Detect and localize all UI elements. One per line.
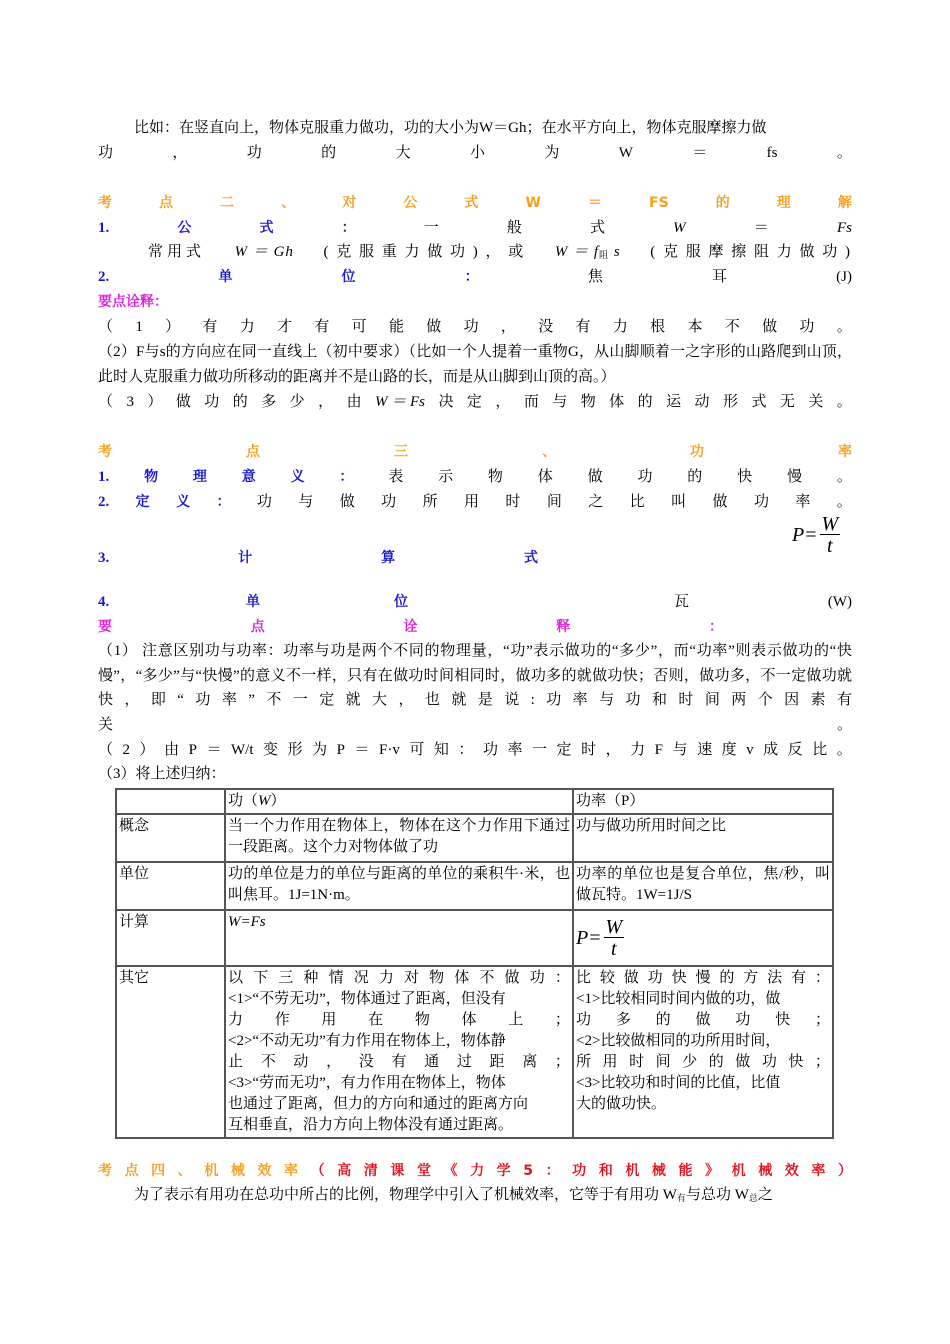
note-1: （ 1 ） 有 力 才 有 可 能 做 功 ， 没 有 力 根 本 不 做 功 。 <box>98 319 852 335</box>
header-power: 功率（P） <box>573 789 833 814</box>
notes-title: 要点诠释： <box>98 294 168 310</box>
unit-line: 2. 单 位 ： 焦 耳 (J) <box>98 269 852 285</box>
formula-line: 1. 公 式 ： 一 般 式 W ＝ Fs <box>98 220 852 236</box>
power-notes-title: 要 点 诠 释 ： <box>98 619 723 635</box>
header-work: 功（W） <box>225 789 573 814</box>
definition-line: 2. 定 义 ： 功 与 做 功 所 用 时 间 之 比 叫 做 功 率 。 <box>98 494 852 510</box>
cell-work: W=Fs <box>225 910 573 966</box>
row-label: 概念 <box>116 814 225 862</box>
section2-heading: 考 点 二 、 对 公 式 W ＝ FS 的 理 解 <box>98 195 852 211</box>
cell-work: 功的单位是力的单位与距离的单位的乘积牛·米，也叫焦耳。1J=1N·m。 <box>225 862 573 910</box>
table-row <box>116 814 833 862</box>
common-formula-line: 常用式 W ＝ Gh ( 克 服 重 力 做 功 ) ， 或 $W = f_阻$ s ( 克 服 摩 擦 阻 力 做 功 ) <box>98 241 852 263</box>
power-note-3: （3）将上述归纳： <box>98 766 226 782</box>
friction-formula: $W = f_阻$ s <box>554 244 621 260</box>
cell-power <box>573 910 833 966</box>
power-formula: P = $\frac{W}{t}$ <box>792 513 839 557</box>
row-label: 其它 <box>116 966 225 1138</box>
cell-power: 比 较 做 功 快 慢 的 方 法 有 ： <1>比较相同时间内做的功，做 功 多 的 做 功 快 ； <2>比较做相同的功所用时间， 所 用 时 间 少 的 做 功 快 ； <3>比较功和时间的比值，比值 大的做功快。 <box>573 966 833 1138</box>
table-row <box>116 862 833 910</box>
table-row <box>116 910 833 966</box>
table-row <box>116 966 833 1138</box>
cell-power: 功率的单位也是复合单位，焦/秒，叫做瓦特。1W=1J/S <box>573 862 833 910</box>
row-label: 计算 <box>116 910 225 966</box>
power-note-2: （ 2 ） 由 P ＝ W/t 变 形 为 P ＝ F·v 可 知 ： 功 率 一 定 时 ， 力 F 与 速 度 v 成 反 比 。 <box>98 742 852 758</box>
intro-line-1: 比如：在竖直向上，物体克服重力做功，功的大小为W＝Gh；在水平方向上，物体克服摩擦力做 <box>134 120 767 136</box>
note-2: （2）F与s的方向应在同一直线上（初中要求）（比如一个人提着一重物G，从山脚顺着一之字形的山路爬到山顶，此时人克服重力做功所移动的距离并不是山路的长，而是从山脚到山顶的高。） <box>98 344 852 385</box>
cell-power: 功与做功所用时间之比 <box>573 814 833 862</box>
power-note-1-end: 关 。 <box>98 717 852 733</box>
cell-work: 当一个力作用在物体上，物体在这个力作用下通过一段距离。这个力对物体做了功 <box>225 814 573 862</box>
intro-line-2: 功 ， 功 的 大 小 为 W ＝ fs 。 <box>98 145 852 161</box>
row-label: 单位 <box>116 862 225 910</box>
note-3: （ 3 ） 做 功 的 多 少 ， 由 W ＝ Fs 决 定 ， 而 与 物 体 的 运 动 形 式 无 关 。 <box>98 394 852 410</box>
table-header-row <box>116 789 833 814</box>
table-power-formula: P = $\frac{W}{t}$ <box>576 915 623 960</box>
physical-meaning-line: 1. 物 理 意 义 ： 表 示 物 体 做 功 的 快 慢 。 <box>98 469 852 485</box>
hd-lesson-link[interactable]: 高 <box>337 1163 352 1179</box>
power-unit-line: 4. 单 位 瓦 (W) <box>98 594 852 610</box>
header-empty-cell <box>116 789 225 814</box>
formula-label-line: 3. 计 算 式 <box>98 550 538 566</box>
section3-heading: 考 点 三 、 功 率 <box>98 444 852 460</box>
section4-body: 为了表示有用功在总功中所占的比例，物理学中引入了机械效率，它等于有用功 $W_有$与总功 $W_总$之 <box>134 1187 773 1203</box>
cell-work: 以 下 三 种 情 况 力 对 物 体 不 做 功 ： <1>“不劳无功”，物体通过了距离，但没有 力 作 用 在 物 体 上 ； <2>“不动无功”有力作用在物体上，物体静 止 不 动 ， 没 有 通 过 距 离 ； <3>“劳而无功”，有力作用在物体上，物体 也通过了距离，但力的方向和通过的距离方向 互相垂直，沿力方向上物体没有通过距离。 <box>225 966 573 1138</box>
power-note-1: （1） 注意区别功与功率：功率与功是两个不同的物理量，“功”表示做功的“多少”，而“功率”则表示做功的“快慢”，“多少”与“快慢”的意义不一样，只有在做功时间相同时，做功多的就做功快；否则，做功多，不一定做功就快，即“功率”不一定就大，也就是说:功率与功和时间两个因素有 <box>98 643 852 708</box>
summary-table <box>115 788 834 1139</box>
section4-heading: 考 点 四 、 机 械 效 率 （ 高 清 课 堂 《 力 学 5 ： 功 和 机 械 能 》 机 械 效 率 ） <box>98 1160 852 1182</box>
